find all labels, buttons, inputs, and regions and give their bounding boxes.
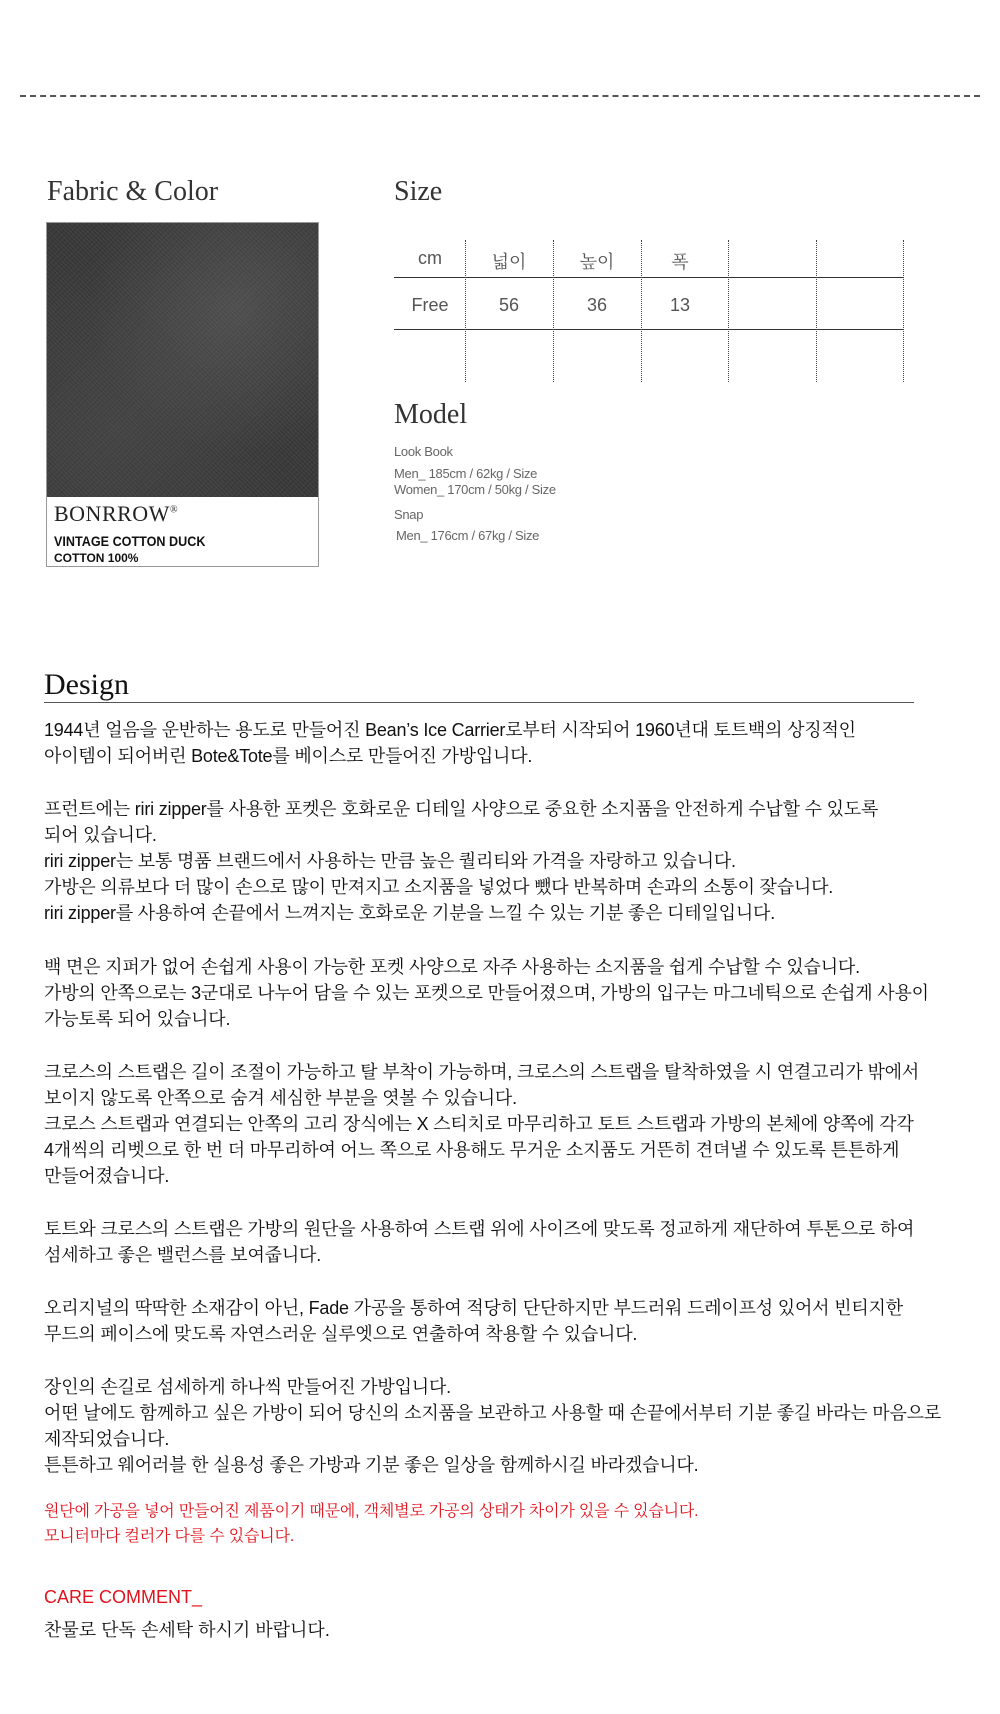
size-value-height: 36 (586, 295, 608, 315)
size-table-divider (816, 240, 817, 382)
brand-name (54, 501, 178, 527)
size-header-unit: cm (418, 248, 442, 268)
fabric-color-heading: Fabric & Color (47, 176, 219, 207)
design-line: 제작되었습니다. (44, 1429, 170, 1449)
fabric-swatch-card (46, 222, 319, 567)
design-line: 만들어졌습니다. (44, 1166, 170, 1186)
size-value-width: 56 (498, 295, 520, 315)
size-heading: Size (394, 176, 443, 207)
size-header-height: 높이 (579, 252, 615, 272)
brand-name-text: BONRROW (54, 501, 170, 526)
size-header-depth: 폭 (671, 252, 689, 272)
design-line: 장인의 손길로 섬세하게 하나씩 만들어진 가방입니다. (44, 1377, 451, 1397)
care-comment-text: 찬물로 단독 손세탁 하시기 바랍니다. (44, 1620, 330, 1640)
design-line: 되어 있습니다. (44, 825, 157, 845)
design-line: 크로스의 스트랩은 길이 조절이 가능하고 탈 부착이 가능하며, 크로스의 스트랩을 탈착하였을 시 연결고리가 밖에서 (44, 1062, 920, 1082)
model-snap-men: Men_ 176cm / 67kg / Size (396, 528, 540, 543)
size-table-divider (728, 240, 729, 382)
design-line: 토트와 크로스의 스트랩은 가방의 원단을 사용하여 스트랩 위에 사이즈에 맞도록 정교하게 재단하여 투톤으로 하여 (44, 1219, 915, 1239)
design-divider (44, 702, 914, 703)
design-line: 섬세하고 좋은 밸런스를 보여줍니다. (44, 1245, 322, 1265)
top-dashed-divider (20, 95, 980, 97)
size-row-label: Free (411, 295, 449, 315)
notice-text (44, 1499, 1000, 1549)
design-line: riri zipper는 보통 명품 브랜드에서 사용하는 만큼 높은 퀄리티와 가격을 자랑하고 있습니다. (44, 851, 736, 871)
size-table (394, 240, 904, 382)
fabric-name: VINTAGE COTTON DUCK (54, 533, 206, 549)
notice-line: 원단에 가공을 넣어 만들어진 제품이기 때문에, 객체별로 가공의 상태가 차이가 있을 수 있습니다. (44, 1503, 699, 1520)
fabric-composition: COTTON 100% (54, 551, 139, 565)
design-line: riri zipper를 사용하여 손끝에서 느껴지는 호화로운 기분을 느낄 수 있는 기분 좋은 디테일입니다. (44, 903, 776, 923)
notice-line: 모니터마다 컬러가 다를 수 있습니다. (44, 1528, 295, 1545)
design-line: 크로스 스트랩과 연결되는 안쪽의 고리 장식에는 X 스티치로 마무리하고 토트 스트랩과 가방의 본체에 양쪽에 각각 (44, 1114, 914, 1134)
design-paragraph (44, 954, 1000, 1032)
model-lookbook-men: Men_ 185cm / 62kg / Size (394, 466, 538, 481)
design-paragraph (44, 717, 1000, 769)
design-line: 4개씩의 리벳으로 한 번 더 마무리하여 어느 쪽으로 사용해도 무거운 소지품도 거뜬히 견뎌낼 수 있도록 튼튼하게 (44, 1140, 900, 1160)
design-line: 프런트에는 riri zipper를 사용한 포켓은 호화로운 디테일 사양으로 중요한 소지품을 안전하게 수납할 수 있도록 (44, 799, 879, 819)
design-line: 1944년 얼음을 운반하는 용도로 만들어진 Bean’s Ice Carrier로부터 시작되어 1960년대 토트백의 상징적인 (44, 720, 856, 740)
design-heading: Design (44, 668, 129, 701)
model-lookbook-women: Women_ 170cm / 50kg / Size (394, 482, 556, 497)
design-line: 가능토록 되어 있습니다. (44, 1009, 231, 1029)
model-lookbook-label: Look Book (394, 444, 453, 459)
design-line: 백 면은 지퍼가 없어 손쉽게 사용이 가능한 포켓 사양으로 자주 사용하는 소지품을 쉽게 수납할 수 있습니다. (44, 957, 860, 977)
design-paragraph (44, 1216, 1000, 1268)
design-line: 가방은 의류보다 더 많이 손으로 많이 만져지고 소지품을 넣었다 뺐다 반복하며 손과의 소통이 잦습니다. (44, 877, 834, 897)
design-line: 가방의 안쪽으로는 3군대로 나누어 담을 수 있는 포켓으로 만들어졌으며, 가방의 입구는 마그네틱으로 손쉽게 사용이 (44, 983, 929, 1003)
design-paragraph (44, 1374, 1000, 1478)
size-table-row-rule (394, 329, 904, 330)
design-line: 오리지널의 딱딱한 소재감이 아닌, Fade 가공을 통하여 적당히 단단하지만 부드러워 드레이프성 있어서 빈티지한 (44, 1298, 903, 1318)
design-line: 튼튼하고 웨어러블 한 실용성 좋은 가방과 기분 좋은 일상을 함께하시길 바라겠습니다. (44, 1455, 699, 1475)
fabric-swatch-image (47, 223, 318, 497)
registered-mark: ® (169, 504, 179, 516)
model-snap-label: Snap (394, 507, 424, 522)
model-heading: Model (394, 399, 468, 430)
design-line: 무드의 페이스에 맞도록 자연스러운 실루엣으로 연출하여 착용할 수 있습니다. (44, 1324, 638, 1344)
design-paragraph (44, 796, 1000, 926)
size-table-header-rule (394, 277, 904, 278)
design-line: 보이지 않도록 안쪽으로 숨겨 세심한 부분을 엿볼 수 있습니다. (44, 1088, 517, 1108)
design-line: 어떤 날에도 함께하고 싶은 가방이 되어 당신의 소지품을 보관하고 사용할 때 손끝에서부터 기분 좋길 바라는 마음으로 (44, 1403, 942, 1423)
design-line: 아이템이 되어버린 Bote&Tote를 베이스로 만들어진 가방입니다. (44, 746, 533, 766)
size-table-divider (903, 240, 904, 382)
size-header-width: 넓이 (491, 252, 527, 272)
design-paragraph (44, 1295, 1000, 1347)
care-comment-title: CARE COMMENT_ (44, 1587, 203, 1607)
size-value-depth: 13 (669, 295, 691, 315)
design-paragraph (44, 1059, 1000, 1189)
